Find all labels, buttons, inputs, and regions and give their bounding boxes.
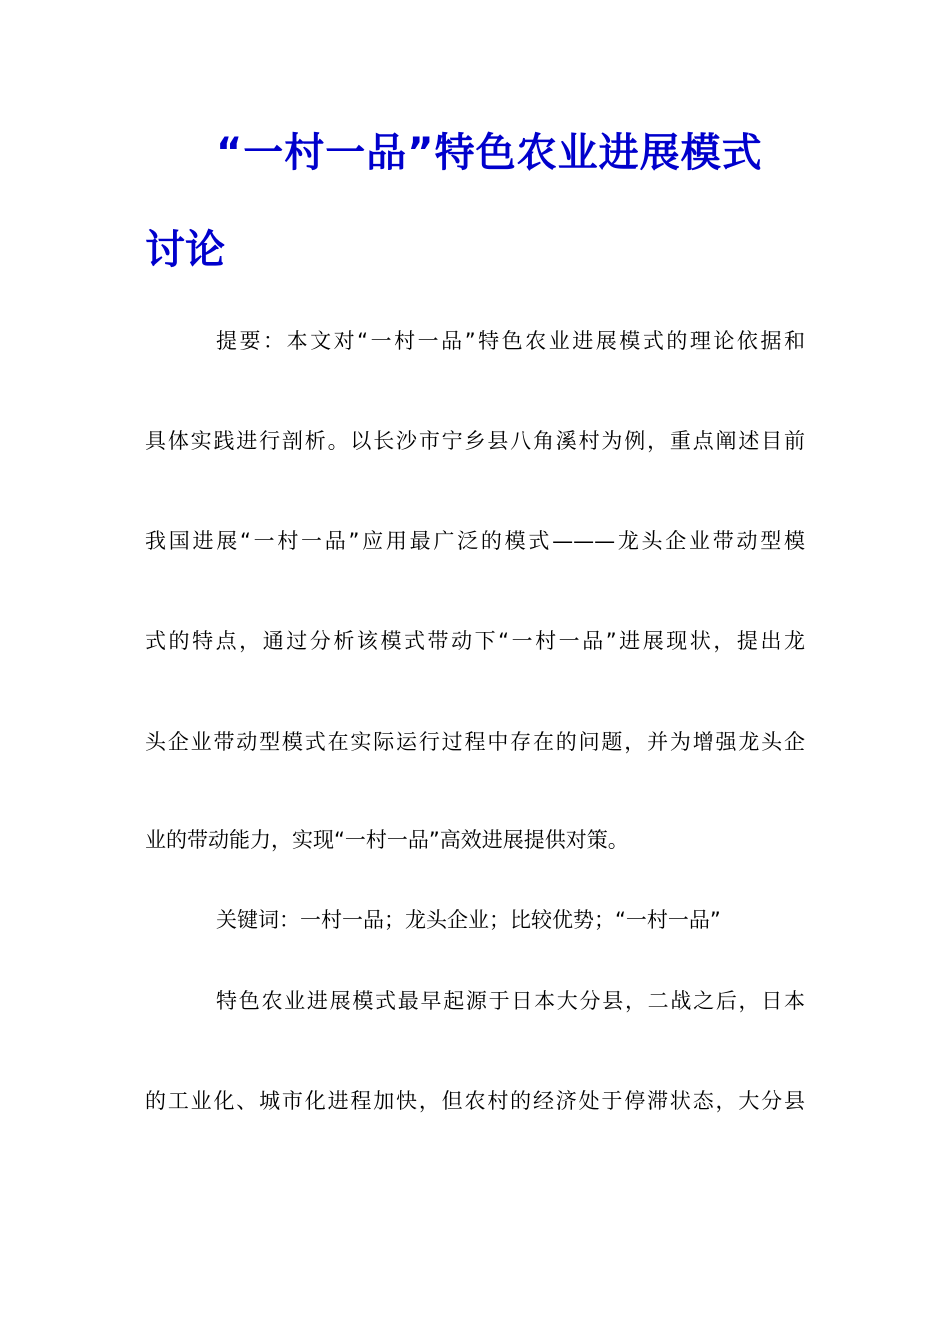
body-line-2: 的工业化、城市化进程加快，但农村的经济处于停滞状态，大分县 [145,1089,805,1113]
abstract-line-5: 头企业带动型模式在实际运行过程中存在的问题，并为增强龙头企 [145,730,805,754]
abstract-line-2: 具体实践进行剖析。以长沙市宁乡县八角溪村为例，重点阐述目前 [145,429,805,453]
abstract-line-1: 提要：本文对“一村一品”特色农业进展模式的理论依据和 [216,329,805,353]
abstract-line-6: 业的带动能力，实现“一村一品”高效进展提供对策。 [145,828,629,852]
document-title-line-2: 讨论 [145,227,225,273]
keywords-line: 关键词：一村一品；龙头企业；比较优势；“一村一品” [216,908,721,932]
document-title-line-1: “一村一品”特色农业进展模式 [216,130,763,176]
abstract-line-4: 式的特点，通过分析该模式带动下“一村一品”进展现状，提出龙 [145,629,805,653]
abstract-line-3: 我国进展“一村一品”应用最广泛的模式———龙头企业带动型模 [145,529,805,553]
body-line-1: 特色农业进展模式最早起源于日本大分县，二战之后，日本 [216,989,805,1013]
